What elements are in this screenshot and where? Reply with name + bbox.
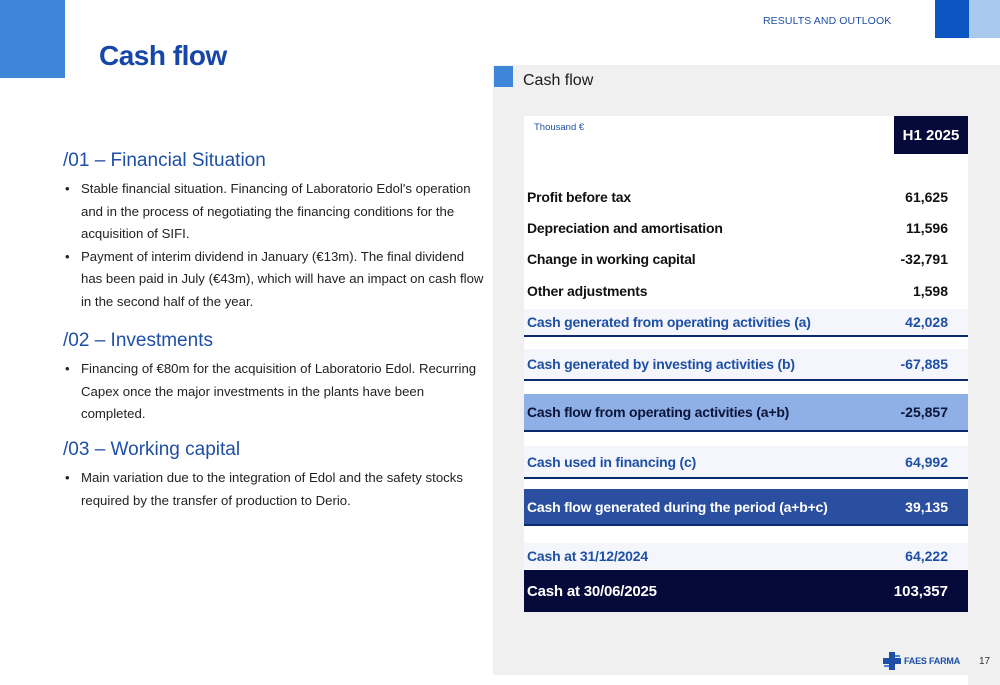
- corner-decoration-left: [0, 0, 65, 78]
- row-value: -32,791: [900, 251, 948, 267]
- table-row-subtotal: [524, 309, 968, 337]
- table-row: [524, 184, 968, 210]
- section-label: RESULTS AND OUTLOOK: [763, 15, 892, 27]
- bullet-item: • Financing of €80m for the acquisition of Laboratorio Edol. Recurring Capex once the major investments in the plants have been completed.: [63, 358, 488, 426]
- bullet-list: [63, 178, 488, 313]
- row-label: Cash flow from operating activities (a+b): [527, 404, 790, 420]
- company-logo: [883, 652, 960, 670]
- corner-decoration-right-dark: [935, 0, 969, 38]
- page-title: Cash flow: [99, 40, 227, 71]
- bullet-list: [63, 467, 488, 512]
- bullet-item: • Main variation due to the integration of Edol and the safety stocks required by the transfer of production to Derio.: [63, 467, 488, 512]
- table-row-total: [524, 394, 968, 432]
- row-value: 61,625: [905, 189, 948, 205]
- row-label: Cash generated by investing activities (b): [527, 356, 795, 372]
- panel-marker: [494, 66, 513, 87]
- row-label: Cash at 31/12/2024: [527, 548, 648, 564]
- row-value: 64,222: [905, 548, 948, 564]
- row-label: Cash at 30/06/2025: [527, 582, 657, 600]
- row-label: Depreciation and amortisation: [527, 220, 723, 236]
- table-row: [524, 246, 968, 272]
- section-investments: [63, 330, 488, 426]
- row-value: -25,857: [900, 404, 948, 420]
- section-heading: /03 – Working capital: [63, 439, 241, 460]
- table-row-final: [524, 570, 968, 612]
- table-row-total: [524, 489, 968, 526]
- row-label: Cash used in financing (c): [527, 453, 697, 470]
- row-value: 11,596: [905, 220, 948, 236]
- bullet-item: • Stable financial situation. Financing of Laboratorio Edol's operation and in the process of negotiating the financing conditions for the acquisition of SIFI.: [63, 178, 488, 246]
- units-label: Thousand €: [534, 122, 585, 133]
- row-value: 42,028: [905, 314, 948, 330]
- table-row-subtotal: [524, 349, 968, 381]
- table-row: [524, 215, 968, 241]
- section-financial-situation: [63, 150, 488, 313]
- row-value: 1,598: [912, 283, 948, 299]
- section-heading: /02 – Investments: [63, 330, 213, 351]
- row-value: -67,885: [900, 356, 948, 372]
- row-label: Other adjustments: [527, 283, 648, 299]
- table-row-subtotal: [524, 446, 968, 479]
- column-header: H1 2025: [894, 116, 968, 154]
- row-label: Change in working capital: [527, 251, 696, 267]
- panel-title: Cash flow: [523, 72, 594, 89]
- section-working-capital: [63, 439, 488, 512]
- row-value: 64,992: [905, 453, 948, 470]
- row-value: 103,357: [893, 582, 948, 600]
- section-heading: /01 – Financial Situation: [63, 150, 266, 171]
- bullet-item: • Payment of interim dividend in January (€13m). The final dividend has been paid in July (€43m), which will have an impact on cash flow in the second half of the year.: [63, 246, 488, 314]
- row-value: 39,135: [905, 498, 948, 515]
- bullet-list: [63, 358, 488, 426]
- row-label: Profit before tax: [527, 189, 631, 205]
- table-row-subtotal: [524, 543, 968, 569]
- corner-decoration-right-light: [969, 0, 1000, 38]
- logo-text: FAES FARMA: [904, 656, 961, 666]
- page-number: 17: [979, 656, 991, 667]
- cross-logo-icon: [883, 652, 901, 670]
- row-label: Cash flow generated during the period (a+b+c): [527, 498, 828, 515]
- table-row: [524, 278, 968, 304]
- row-label: Cash generated from operating activities (a): [527, 314, 811, 330]
